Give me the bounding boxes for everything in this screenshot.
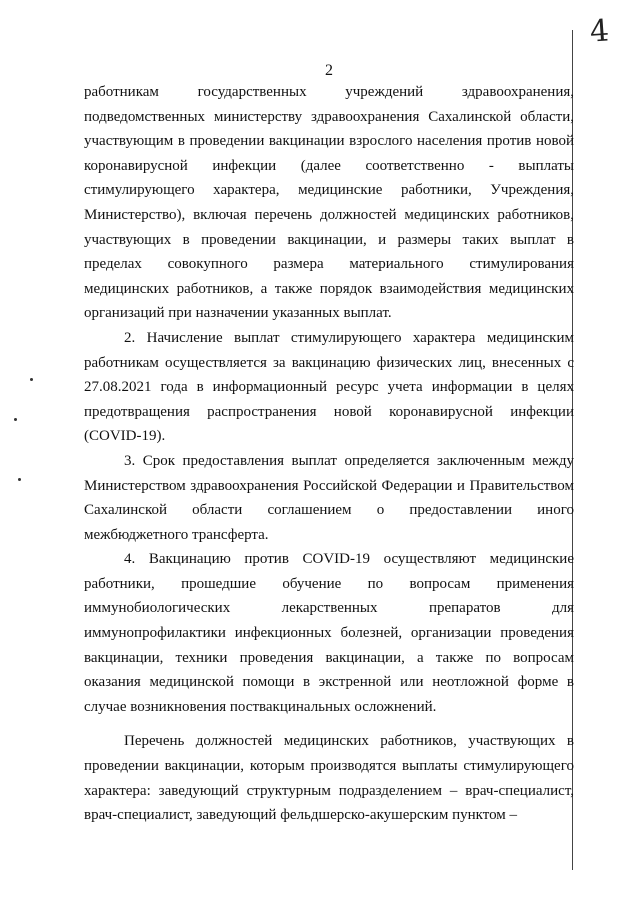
paragraph-3: 3. Срок предоставления выплат определяется заключенным между Министерством здравоохранения Российской Федерации и Правительством Сахалинской области соглашением о предоставлении иного межбюджетного трансферта. bbox=[84, 452, 574, 543]
paragraph-4: 4. Вакцинацию против COVID-19 осуществляют медицинские работники, прошедшие обучение по вопросам применения иммунобиологических лекарственных препаратов для иммунопрофилактики инфекционных болезней, организации проведения вакцинации, техники проведения вакцинации, а также по вопросам оказания медицинской помощи в экстренной или неотложной форме в случае возникновения поствакцинальных осложнений. bbox=[84, 551, 574, 715]
scan-speck bbox=[30, 378, 33, 381]
handwritten-page-mark: 4 bbox=[588, 13, 611, 50]
page-number: 2 bbox=[325, 62, 333, 79]
paragraph-positions-list: Перечень должностей медицинских работников, участвующих в проведении вакцинации, которым производятся выплаты стимулирующего характера: заведующий структурным подразделением – врач-специалист, врач-специалист, заведующий фельдшерско-акушерским пунктом – bbox=[84, 733, 574, 824]
scan-speck bbox=[18, 478, 21, 481]
scan-speck bbox=[14, 418, 17, 421]
document-body bbox=[84, 80, 574, 828]
paragraph-continuation: работникам государственных учреждений здравоохранения, подведомственных министерству здравоохранения Сахалинской области, участвующим в проведении вакцинации взрослого населения против новой коронавирусной инфекции (далее соответственно - выплаты стимулирующего характера, медицинские работники, Учреждения, Министерство), включая перечень должностей медицинских работников, участвующих в проведении вакцинации, и размеры таких выплат в пределах совокупного размера материального стимулирования медицинских работников, а также порядок взаимодействия медицинских организаций при назначении указанных выплат. bbox=[84, 84, 574, 322]
paragraph-2: 2. Начисление выплат стимулирующего характера медицинским работникам осуществляется за вакцинацию физических лиц, внесенных с 27.08.2021 года в информационный ресурс учета информации в целях предотвращения распространения новой коронавирусной инфекции (COVID-19). bbox=[84, 329, 574, 445]
